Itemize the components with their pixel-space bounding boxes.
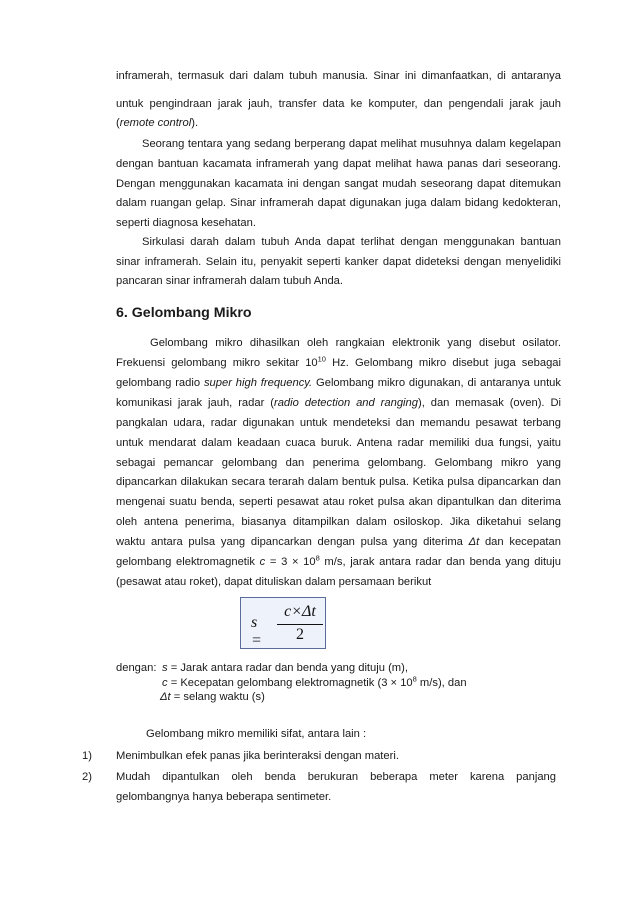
definition-s: s = Jarak antara radar dan benda yang dituju (m),	[162, 662, 408, 674]
list-item: Mudah dipantulkan oleh benda berukuran beberapa meter karena panjang	[116, 771, 556, 783]
italic-term: super high frequency.	[203, 377, 313, 389]
formula-fraction	[277, 602, 323, 645]
definition-dt: Δt = selang waktu (s)	[160, 691, 265, 703]
math-symbol: c	[259, 556, 266, 568]
formula-denominator: 2	[296, 626, 304, 643]
paragraph-line: Frekuensi gelombang mikro sekitar $10^{10}$ Hz. Gelombang mikro disebut juga sebagai	[116, 354, 561, 369]
paragraph-line: Dengan menggunakan kacamata ini dengan sangat mudah seseorang dapat ditemukan	[116, 178, 561, 190]
italic-term: remote control	[119, 117, 192, 129]
paragraph-line: dalam ruangan gelap. Sinar inframerah dapat digunakan juga dalam bidang kedokteran,	[116, 197, 561, 209]
definition-c: c = Kecepatan gelombang elektromagnetik ($3 \times 10^8$ m/s), dan	[162, 674, 467, 689]
list-number: 2)	[82, 771, 92, 783]
paragraph-line: gelombang radio super high frequency. Gelombang mikro digunakan, di antaranya untuk	[116, 377, 561, 389]
paragraph-line: mengenai suatu benda, seperti pesawat atau roket pulsa akan dipantulkan dan diterima	[116, 496, 561, 508]
paragraph-line: Sirkulasi darah dalam tubuh Anda dapat terlihat dengan menggunakan bantuan	[142, 236, 561, 248]
paragraph-line: (remote control).	[116, 117, 199, 129]
paragraph-line: pancaran sinar inframerah dalam tubuh Anda.	[116, 275, 343, 287]
paragraph-line: pangkalan udara, radar digunakan untuk mendeteksi dan memandu pesawat terbang	[116, 417, 561, 429]
paragraph-line: komunikasi jarak jauh, radar (radio detection and ranging), dan memasak (oven). Di	[116, 397, 562, 409]
paragraph-line: untuk pengindraan jarak jauh, transfer data ke komputer, dan pengendali jarak jauh	[116, 98, 561, 110]
formula-lhs: s =	[251, 614, 262, 649]
formula-numerator: c×Δt	[277, 602, 323, 625]
paragraph-line: oleh antena penerima, biasanya ditampilkan dalam osiloskop. Jika diketahui selang	[116, 516, 561, 528]
paragraph-line: dengan bantuan kacamata inframerah yang dapat melihat hawa panas dari seseorang.	[116, 158, 561, 170]
paragraph-line: gelombang elektromagnetik $c = 3 \times 10^8$ m/s, jarak antara radar dan benda yang dituju	[116, 553, 561, 568]
math-symbol: Δt	[468, 536, 480, 548]
list-number: 1)	[82, 750, 92, 762]
paragraph-line: seperti diagnosa kesehatan.	[116, 217, 256, 229]
paragraph-line: Gelombang mikro dihasilkan oleh rangkaian elektronik yang disebut osilator.	[150, 337, 561, 349]
paragraph-line: waktu antara pulsa yang dipancarkan dengan pulsa yang diterima Δt dan kecepatan	[116, 536, 561, 548]
list-item: Menimbulkan efek panas jika berinteraksi dengan materi.	[116, 750, 399, 762]
paragraph-line: Seorang tentara yang sedang berperang dapat melihat musuhnya dalam kegelapan	[142, 138, 561, 150]
italic-term: radio detection and ranging	[273, 397, 418, 409]
paragraph-line: untuk mendarat dalam keadaan cuaca buruk. Antena radar memiliki dua fungsi, yaitu	[116, 437, 561, 449]
section-heading: 6. Gelombang Mikro	[116, 305, 252, 321]
exponent: 10	[317, 354, 326, 364]
list-item-continuation: gelombangnya hanya beberapa sentimeter.	[116, 791, 332, 803]
paragraph-line: (pesawat atau roket), dapat dituliskan dalam persamaan berikut	[116, 576, 432, 588]
exponent: 8	[315, 553, 320, 563]
definitions-intro: dengan:	[116, 662, 157, 674]
paragraph-line: sinar inframerah. Selain itu, penyakit seperti kanker dapat dideteksi dengan menyelidiki	[116, 256, 561, 268]
paragraph-line: inframerah, termasuk dari dalam tubuh manusia. Sinar ini dimanfaatkan, di antaranya	[116, 70, 561, 82]
paragraph-line: dipancarkan dilakukan secara terarah dalam bentuk pulsa. Ketika pulsa dipancarkan dan	[116, 476, 561, 488]
paragraph-line: sebagai pemancar gelombang dan penerima gelombang. Gelombang mikro yang	[116, 457, 561, 469]
properties-intro: Gelombang mikro memiliki sifat, antara lain :	[146, 728, 367, 740]
formula-image	[240, 597, 326, 649]
